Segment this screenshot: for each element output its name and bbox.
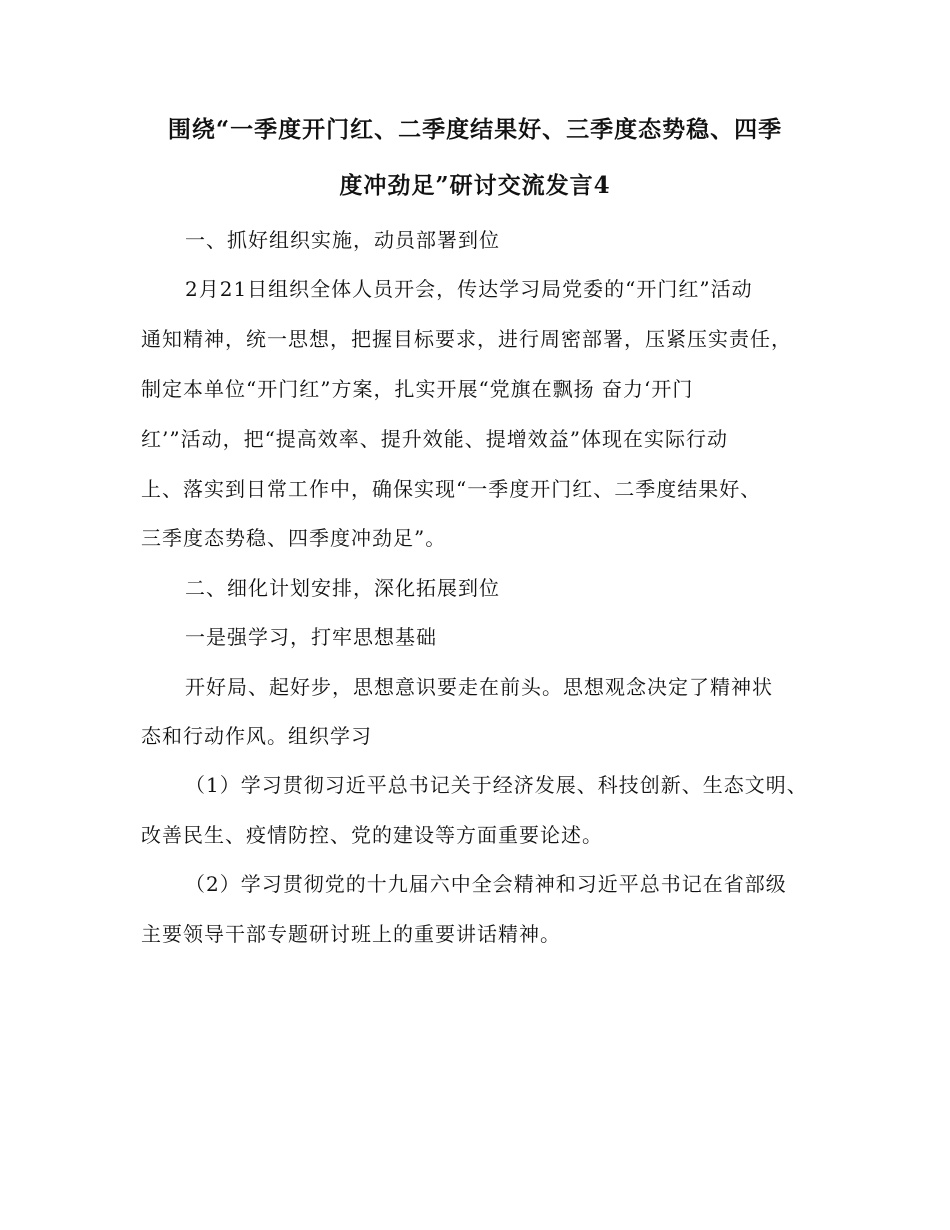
- list-item-line: （1）学习贯彻习近平总书记关于经济发展、科技创新、生态文明、: [185, 773, 808, 797]
- section-heading-1: 一、抓好组织实施，动员部署到位: [185, 228, 500, 252]
- paragraph-line: 开好局、起好步，思想意识要走在前头。思想观念决定了精神状: [185, 675, 773, 699]
- document-title-line-2: 度冲劲足”研讨交流发言4: [339, 172, 611, 199]
- list-item-line: （2）学习贯彻党的十九届六中全会精神和习近平总书记在省部级: [185, 872, 787, 896]
- paragraph-line: 三季度态势稳、四季度冲劲足”。: [141, 526, 447, 550]
- subsection-heading: 一是强学习，打牢思想基础: [185, 625, 437, 649]
- paragraph-line: 态和行动作风。组织学习: [141, 724, 372, 748]
- paragraph-line: 通知精神，统一思想，把握目标要求，进行周密部署，压紧压实责任，: [141, 327, 792, 351]
- section-heading-2: 二、细化计划安排，深化拓展到位: [185, 576, 500, 600]
- paragraph-line: 2月21日组织全体人员开会，传达学习局党委的“开门红”活动: [185, 277, 753, 301]
- list-item-line: 主要领导干部专题研讨班上的重要讲话精神。: [141, 922, 561, 946]
- paragraph-line: 上、落实到日常工作中，确保实现“一季度开门红、二季度结果好、: [141, 477, 762, 501]
- paragraph-line: 制定本单位“开门红”方案，扎实开展“党旗在飘扬 奋力‘开门: [141, 377, 694, 401]
- list-item-line: 改善民生、疫情防控、党的建设等方面重要论述。: [141, 823, 603, 847]
- paragraph-line: 红’”活动，把“提高效率、提升效能、提增效益”体现在实际行动: [141, 427, 729, 451]
- document-title-line-1: 围绕“一季度开门红、二季度结果好、三季度态势稳、四季: [167, 116, 783, 143]
